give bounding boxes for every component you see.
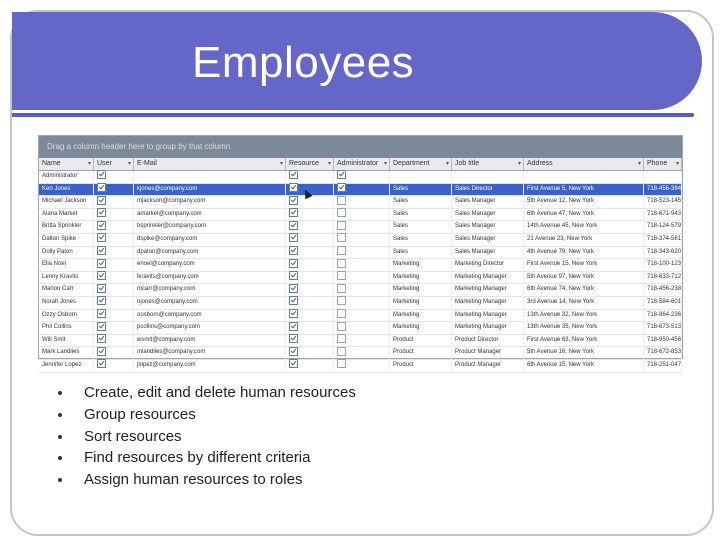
- cell-admin[interactable]: [334, 184, 390, 196]
- column-header-e-mail[interactable]: [134, 158, 286, 170]
- user-checkbox[interactable]: [97, 233, 106, 242]
- cell-department: [390, 171, 452, 183]
- column-header-label: Phone: [647, 160, 668, 167]
- cell-name: Britta Sprinkler: [39, 221, 94, 233]
- resource-checkbox[interactable]: [289, 246, 298, 255]
- cell-address: 6th Avenue 47, New York: [524, 209, 644, 221]
- admin-checkbox[interactable]: [337, 296, 346, 305]
- cell-resource[interactable]: [286, 272, 334, 284]
- cell-email: mlandlies@company.com: [134, 347, 286, 359]
- cell-user[interactable]: [94, 247, 134, 259]
- cell-department: Sales: [390, 196, 452, 208]
- bullet-dot-icon: [58, 456, 62, 460]
- cell-department: Sales: [390, 209, 452, 221]
- cell-phone: 718-456-394: [644, 184, 682, 196]
- filter-dropdown-icon[interactable]: ▾: [87, 161, 91, 167]
- cell-email: jlopez@company.com: [134, 360, 286, 372]
- resource-checkbox[interactable]: [289, 322, 298, 331]
- cell-address: 21 Avenue 23, New York: [524, 234, 644, 246]
- admin-checkbox[interactable]: [337, 208, 346, 217]
- cell-email: bsprinkler@company.com: [134, 221, 286, 233]
- cell-user[interactable]: [94, 272, 134, 284]
- cell-job: Marketing Manager: [452, 310, 524, 322]
- user-checkbox[interactable]: [97, 221, 106, 230]
- cell-department: Marketing: [390, 272, 452, 284]
- cell-email: njones@company.com: [134, 297, 286, 309]
- cell-user[interactable]: [94, 322, 134, 334]
- feature-bullet-text: Group resources: [84, 405, 196, 423]
- cell-user[interactable]: [94, 347, 134, 359]
- cell-address: 4th Avenue 79, New York: [524, 247, 644, 259]
- admin-checkbox[interactable]: [337, 259, 346, 268]
- cell-user[interactable]: [94, 221, 134, 233]
- filter-dropdown-icon[interactable]: ▾: [327, 161, 331, 167]
- cell-address: 14th Avenue 45, New York: [524, 221, 644, 233]
- cell-department: Sales: [390, 247, 452, 259]
- cell-address: [524, 171, 644, 183]
- filter-dropdown-icon[interactable]: ▾: [637, 161, 641, 167]
- table-row[interactable]: [39, 284, 682, 297]
- cell-email: wsmit@company.com: [134, 335, 286, 347]
- column-header-label: User: [97, 160, 112, 167]
- cell-department: Sales: [390, 234, 452, 246]
- feature-bullet-text: Find resources by different criteria: [84, 449, 311, 467]
- cell-address: 5th Avenue 16, New York: [524, 347, 644, 359]
- cell-job: Marketing Manager: [452, 297, 524, 309]
- cell-address: 13th Avenue 32, New York: [524, 310, 644, 322]
- cell-phone: 718-100-123: [644, 259, 682, 271]
- cell-admin[interactable]: [334, 360, 390, 372]
- cell-name: Phil Collins: [39, 322, 94, 334]
- cell-name: Jennifer Lopez: [39, 360, 94, 372]
- column-header-label: Administrator: [337, 160, 379, 167]
- resource-checkbox[interactable]: [289, 309, 298, 318]
- user-checkbox[interactable]: [97, 309, 106, 318]
- admin-checkbox[interactable]: [337, 233, 346, 242]
- admin-checkbox[interactable]: [337, 284, 346, 293]
- column-header-user[interactable]: [94, 158, 134, 170]
- column-header-resource[interactable]: [286, 158, 334, 170]
- cell-phone: 718-251-047: [644, 360, 682, 372]
- cell-phone: 718-584-601: [644, 297, 682, 309]
- resource-checkbox[interactable]: [289, 359, 298, 368]
- cell-user[interactable]: [94, 209, 134, 221]
- cell-name: Michael Jackson: [39, 196, 94, 208]
- cell-email: dpaton@company.com: [134, 247, 286, 259]
- user-checkbox[interactable]: [97, 347, 106, 356]
- cell-phone: 718-124-579: [644, 221, 682, 233]
- table-row[interactable]: [39, 171, 682, 184]
- cell-name: Lenny Kravits: [39, 272, 94, 284]
- cell-email: oosborn@company.com: [134, 310, 286, 322]
- feature-bullet: [58, 469, 356, 491]
- cell-department: Sales: [390, 221, 452, 233]
- cell-department: Marketing: [390, 297, 452, 309]
- resource-checkbox[interactable]: [289, 271, 298, 280]
- cell-department: Marketing: [390, 284, 452, 296]
- resource-checkbox[interactable]: [289, 196, 298, 205]
- admin-checkbox[interactable]: [337, 196, 346, 205]
- cell-job: Product Manager: [452, 360, 524, 372]
- feature-bullet-text: Sort resources: [84, 427, 182, 445]
- resource-checkbox[interactable]: [289, 284, 298, 293]
- cell-job: Marketing Manager: [452, 322, 524, 334]
- cell-admin[interactable]: [334, 284, 390, 296]
- resource-checkbox[interactable]: [289, 347, 298, 356]
- cell-resource[interactable]: [286, 259, 334, 271]
- cell-address: 5th Avenue 97, New York: [524, 272, 644, 284]
- cell-admin[interactable]: [334, 322, 390, 334]
- employees-grid[interactable]: [38, 135, 683, 368]
- cell-job: Product Director: [452, 335, 524, 347]
- cell-admin[interactable]: [334, 335, 390, 347]
- cell-name: Marion Carr: [39, 284, 94, 296]
- cell-job: Sales Manager: [452, 247, 524, 259]
- slide-title: Employees: [192, 38, 415, 87]
- feature-bullet: [58, 447, 356, 469]
- cell-admin[interactable]: [334, 209, 390, 221]
- table-row[interactable]: [39, 297, 682, 310]
- cell-job: Sales Manager: [452, 221, 524, 233]
- cell-resource[interactable]: [286, 360, 334, 372]
- cell-department: Marketing: [390, 310, 452, 322]
- column-header-job-title[interactable]: [452, 158, 524, 170]
- cell-phone: [644, 171, 682, 183]
- cell-phone: 718-374-561: [644, 234, 682, 246]
- admin-checkbox[interactable]: [337, 334, 346, 343]
- column-header-label: Resource: [289, 160, 319, 167]
- cell-admin[interactable]: [334, 247, 390, 259]
- user-checkbox[interactable]: [97, 259, 106, 268]
- table-row[interactable]: [39, 247, 682, 260]
- user-checkbox[interactable]: [97, 271, 106, 280]
- cell-job: Marketing Director: [452, 259, 524, 271]
- cell-name: Ozzy Osborn: [39, 310, 94, 322]
- cell-user[interactable]: [94, 196, 134, 208]
- table-row[interactable]: [39, 272, 682, 285]
- cell-resource[interactable]: [286, 234, 334, 246]
- table-row[interactable]: [39, 196, 682, 209]
- admin-checkbox[interactable]: [337, 309, 346, 318]
- cell-job: Sales Manager: [452, 196, 524, 208]
- cell-job: [452, 171, 524, 183]
- user-checkbox[interactable]: [97, 196, 106, 205]
- cell-phone: 718-343-620: [644, 247, 682, 259]
- cell-email: mjackson@company.com: [134, 196, 286, 208]
- cell-email: lkravits@company.com: [134, 272, 286, 284]
- user-checkbox[interactable]: [97, 284, 106, 293]
- table-row[interactable]: [39, 221, 682, 234]
- filter-dropdown-icon[interactable]: ▾: [383, 161, 387, 167]
- cell-admin[interactable]: [334, 196, 390, 208]
- feature-bullet: [58, 382, 356, 404]
- cell-name: Dolly Paton: [39, 247, 94, 259]
- resource-checkbox[interactable]: [289, 170, 298, 179]
- cell-address: 6th Avenue 15, New York: [524, 360, 644, 372]
- admin-checkbox[interactable]: [337, 271, 346, 280]
- cell-phone: 718-672-853: [644, 347, 682, 359]
- cell-admin[interactable]: [334, 171, 390, 183]
- cell-resource[interactable]: [286, 322, 334, 334]
- column-header-name[interactable]: [39, 158, 94, 170]
- table-row[interactable]: [39, 360, 682, 373]
- admin-checkbox[interactable]: [337, 170, 346, 179]
- cell-resource[interactable]: [286, 171, 334, 183]
- grid-body: [39, 171, 682, 373]
- cell-name: Dalton Spike: [39, 234, 94, 246]
- cell-address: First Avenue 63, New York: [524, 335, 644, 347]
- cell-admin[interactable]: [334, 221, 390, 233]
- title-underline: [12, 113, 694, 117]
- cell-admin[interactable]: [334, 310, 390, 322]
- cell-user[interactable]: [94, 360, 134, 372]
- cell-email: dspike@company.com: [134, 234, 286, 246]
- cell-user[interactable]: [94, 234, 134, 246]
- resource-checkbox[interactable]: [289, 233, 298, 242]
- column-header-administrator[interactable]: [334, 158, 390, 170]
- cell-job: Marketing Manager: [452, 272, 524, 284]
- column-header-label: Department: [393, 160, 430, 167]
- user-checkbox[interactable]: [97, 322, 106, 331]
- cell-job: Product Manager: [452, 347, 524, 359]
- user-checkbox[interactable]: [97, 296, 106, 305]
- cell-address: First Avenue 15, New York: [524, 259, 644, 271]
- cell-email: enoel@company.com: [134, 259, 286, 271]
- cell-department: Marketing: [390, 322, 452, 334]
- cell-phone: 718-456-238: [644, 284, 682, 296]
- bullet-dot-icon: [58, 413, 62, 417]
- filter-dropdown-icon[interactable]: ▾: [127, 161, 131, 167]
- filter-dropdown-icon[interactable]: ▾: [445, 161, 449, 167]
- cell-name: Alana Market: [39, 209, 94, 221]
- cell-name: Will Smit: [39, 335, 94, 347]
- table-row[interactable]: [39, 234, 682, 247]
- cell-resource[interactable]: [286, 209, 334, 221]
- bullet-dot-icon: [58, 478, 62, 482]
- cell-user[interactable]: [94, 297, 134, 309]
- cell-resource[interactable]: [286, 335, 334, 347]
- cell-user[interactable]: [94, 284, 134, 296]
- user-checkbox[interactable]: [97, 246, 106, 255]
- cell-department: Product: [390, 335, 452, 347]
- cell-address: 3rd Avenue 14, New York: [524, 297, 644, 309]
- cell-resource[interactable]: [286, 196, 334, 208]
- cell-resource[interactable]: [286, 284, 334, 296]
- cell-admin[interactable]: [334, 259, 390, 271]
- cell-job: Marketing Manager: [452, 284, 524, 296]
- cell-resource[interactable]: [286, 310, 334, 322]
- cell-phone: 718-523-145: [644, 196, 682, 208]
- cell-user[interactable]: [94, 335, 134, 347]
- cell-name: Mark Landlies: [39, 347, 94, 359]
- admin-checkbox[interactable]: [337, 183, 346, 192]
- bullet-dot-icon: [58, 435, 62, 439]
- table-row[interactable]: [39, 335, 682, 348]
- cell-name: Administrator: [39, 171, 94, 183]
- feature-bullet: [58, 404, 356, 426]
- admin-checkbox[interactable]: [337, 322, 346, 331]
- user-checkbox[interactable]: [97, 183, 106, 192]
- resource-checkbox[interactable]: [289, 296, 298, 305]
- cell-phone: 718-633-712: [644, 272, 682, 284]
- cell-job: Sales Manager: [452, 209, 524, 221]
- resource-checkbox[interactable]: [289, 183, 298, 192]
- column-header-label: Name: [42, 160, 61, 167]
- cell-department: Marketing: [390, 259, 452, 271]
- resource-checkbox[interactable]: [289, 208, 298, 217]
- user-checkbox[interactable]: [97, 334, 106, 343]
- cell-resource[interactable]: [286, 247, 334, 259]
- table-row[interactable]: [39, 347, 682, 360]
- cell-phone: 718-673-513: [644, 322, 682, 334]
- cell-resource[interactable]: [286, 347, 334, 359]
- cell-resource[interactable]: [286, 297, 334, 309]
- table-row[interactable]: [39, 209, 682, 222]
- bullet-dot-icon: [58, 391, 62, 395]
- admin-checkbox[interactable]: [337, 221, 346, 230]
- column-header-department[interactable]: [390, 158, 452, 170]
- feature-bullet: [58, 426, 356, 448]
- column-header-address[interactable]: [524, 158, 644, 170]
- cell-address: First Avenue 5, New York: [524, 184, 644, 196]
- cell-admin[interactable]: [334, 297, 390, 309]
- cell-resource[interactable]: [286, 221, 334, 233]
- admin-checkbox[interactable]: [337, 246, 346, 255]
- cell-department: Product: [390, 347, 452, 359]
- cell-job: Sales Director: [452, 184, 524, 196]
- cell-user[interactable]: [94, 259, 134, 271]
- cell-job: Sales Manager: [452, 234, 524, 246]
- cell-name: Norah Jones: [39, 297, 94, 309]
- grid-column-header: [39, 158, 682, 171]
- filter-dropdown-icon[interactable]: ▾: [675, 161, 679, 167]
- cell-email: amarket@company.com: [134, 209, 286, 221]
- admin-checkbox[interactable]: [337, 359, 346, 368]
- cell-phone: 718-671-943: [644, 209, 682, 221]
- resource-checkbox[interactable]: [289, 259, 298, 268]
- cell-admin[interactable]: [334, 347, 390, 359]
- cell-name: Ken Jones: [39, 184, 94, 196]
- cell-department: Sales: [390, 184, 452, 196]
- feature-bullet-text: Create, edit and delete human resources: [84, 384, 356, 401]
- filter-dropdown-icon[interactable]: ▾: [517, 161, 521, 167]
- cell-admin[interactable]: [334, 234, 390, 246]
- cell-address: 5th Avenue 12, New York: [524, 196, 644, 208]
- cell-email: [134, 171, 286, 183]
- resource-checkbox[interactable]: [289, 334, 298, 343]
- resource-checkbox[interactable]: [289, 221, 298, 230]
- group-by-panel[interactable]: Drag a column header here to group by that column: [39, 136, 682, 158]
- feature-list: [58, 382, 356, 491]
- table-row[interactable]: [39, 310, 682, 323]
- cell-address: 6th Avenue 74, New York: [524, 284, 644, 296]
- cell-user[interactable]: [94, 310, 134, 322]
- column-header-label: Address: [527, 160, 553, 167]
- column-header-label: Job title: [455, 160, 480, 167]
- user-checkbox[interactable]: [97, 359, 106, 368]
- cell-address: 13th Avenue 35, New York: [524, 322, 644, 334]
- cell-phone: 718-950-456: [644, 335, 682, 347]
- user-checkbox[interactable]: [97, 170, 106, 179]
- column-header-label: E-Mail: [137, 160, 157, 167]
- filter-dropdown-icon[interactable]: ▾: [279, 161, 283, 167]
- table-row[interactable]: [39, 322, 682, 335]
- user-checkbox[interactable]: [97, 208, 106, 217]
- cell-user[interactable]: [94, 184, 134, 196]
- cell-email: mcarr@company.com: [134, 284, 286, 296]
- admin-checkbox[interactable]: [337, 347, 346, 356]
- cell-admin[interactable]: [334, 272, 390, 284]
- cell-phone: 718-864-236: [644, 310, 682, 322]
- cell-department: Product: [390, 360, 452, 372]
- column-header-phone[interactable]: [644, 158, 682, 170]
- table-row[interactable]: [39, 259, 682, 272]
- cell-email: pcollins@company.com: [134, 322, 286, 334]
- cell-user[interactable]: [94, 171, 134, 183]
- feature-bullet-text: Assign human resources to roles: [84, 471, 303, 489]
- cell-name: Elia Noel: [39, 259, 94, 271]
- table-row[interactable]: [39, 184, 682, 197]
- cell-email: kjones@company.com: [134, 184, 286, 196]
